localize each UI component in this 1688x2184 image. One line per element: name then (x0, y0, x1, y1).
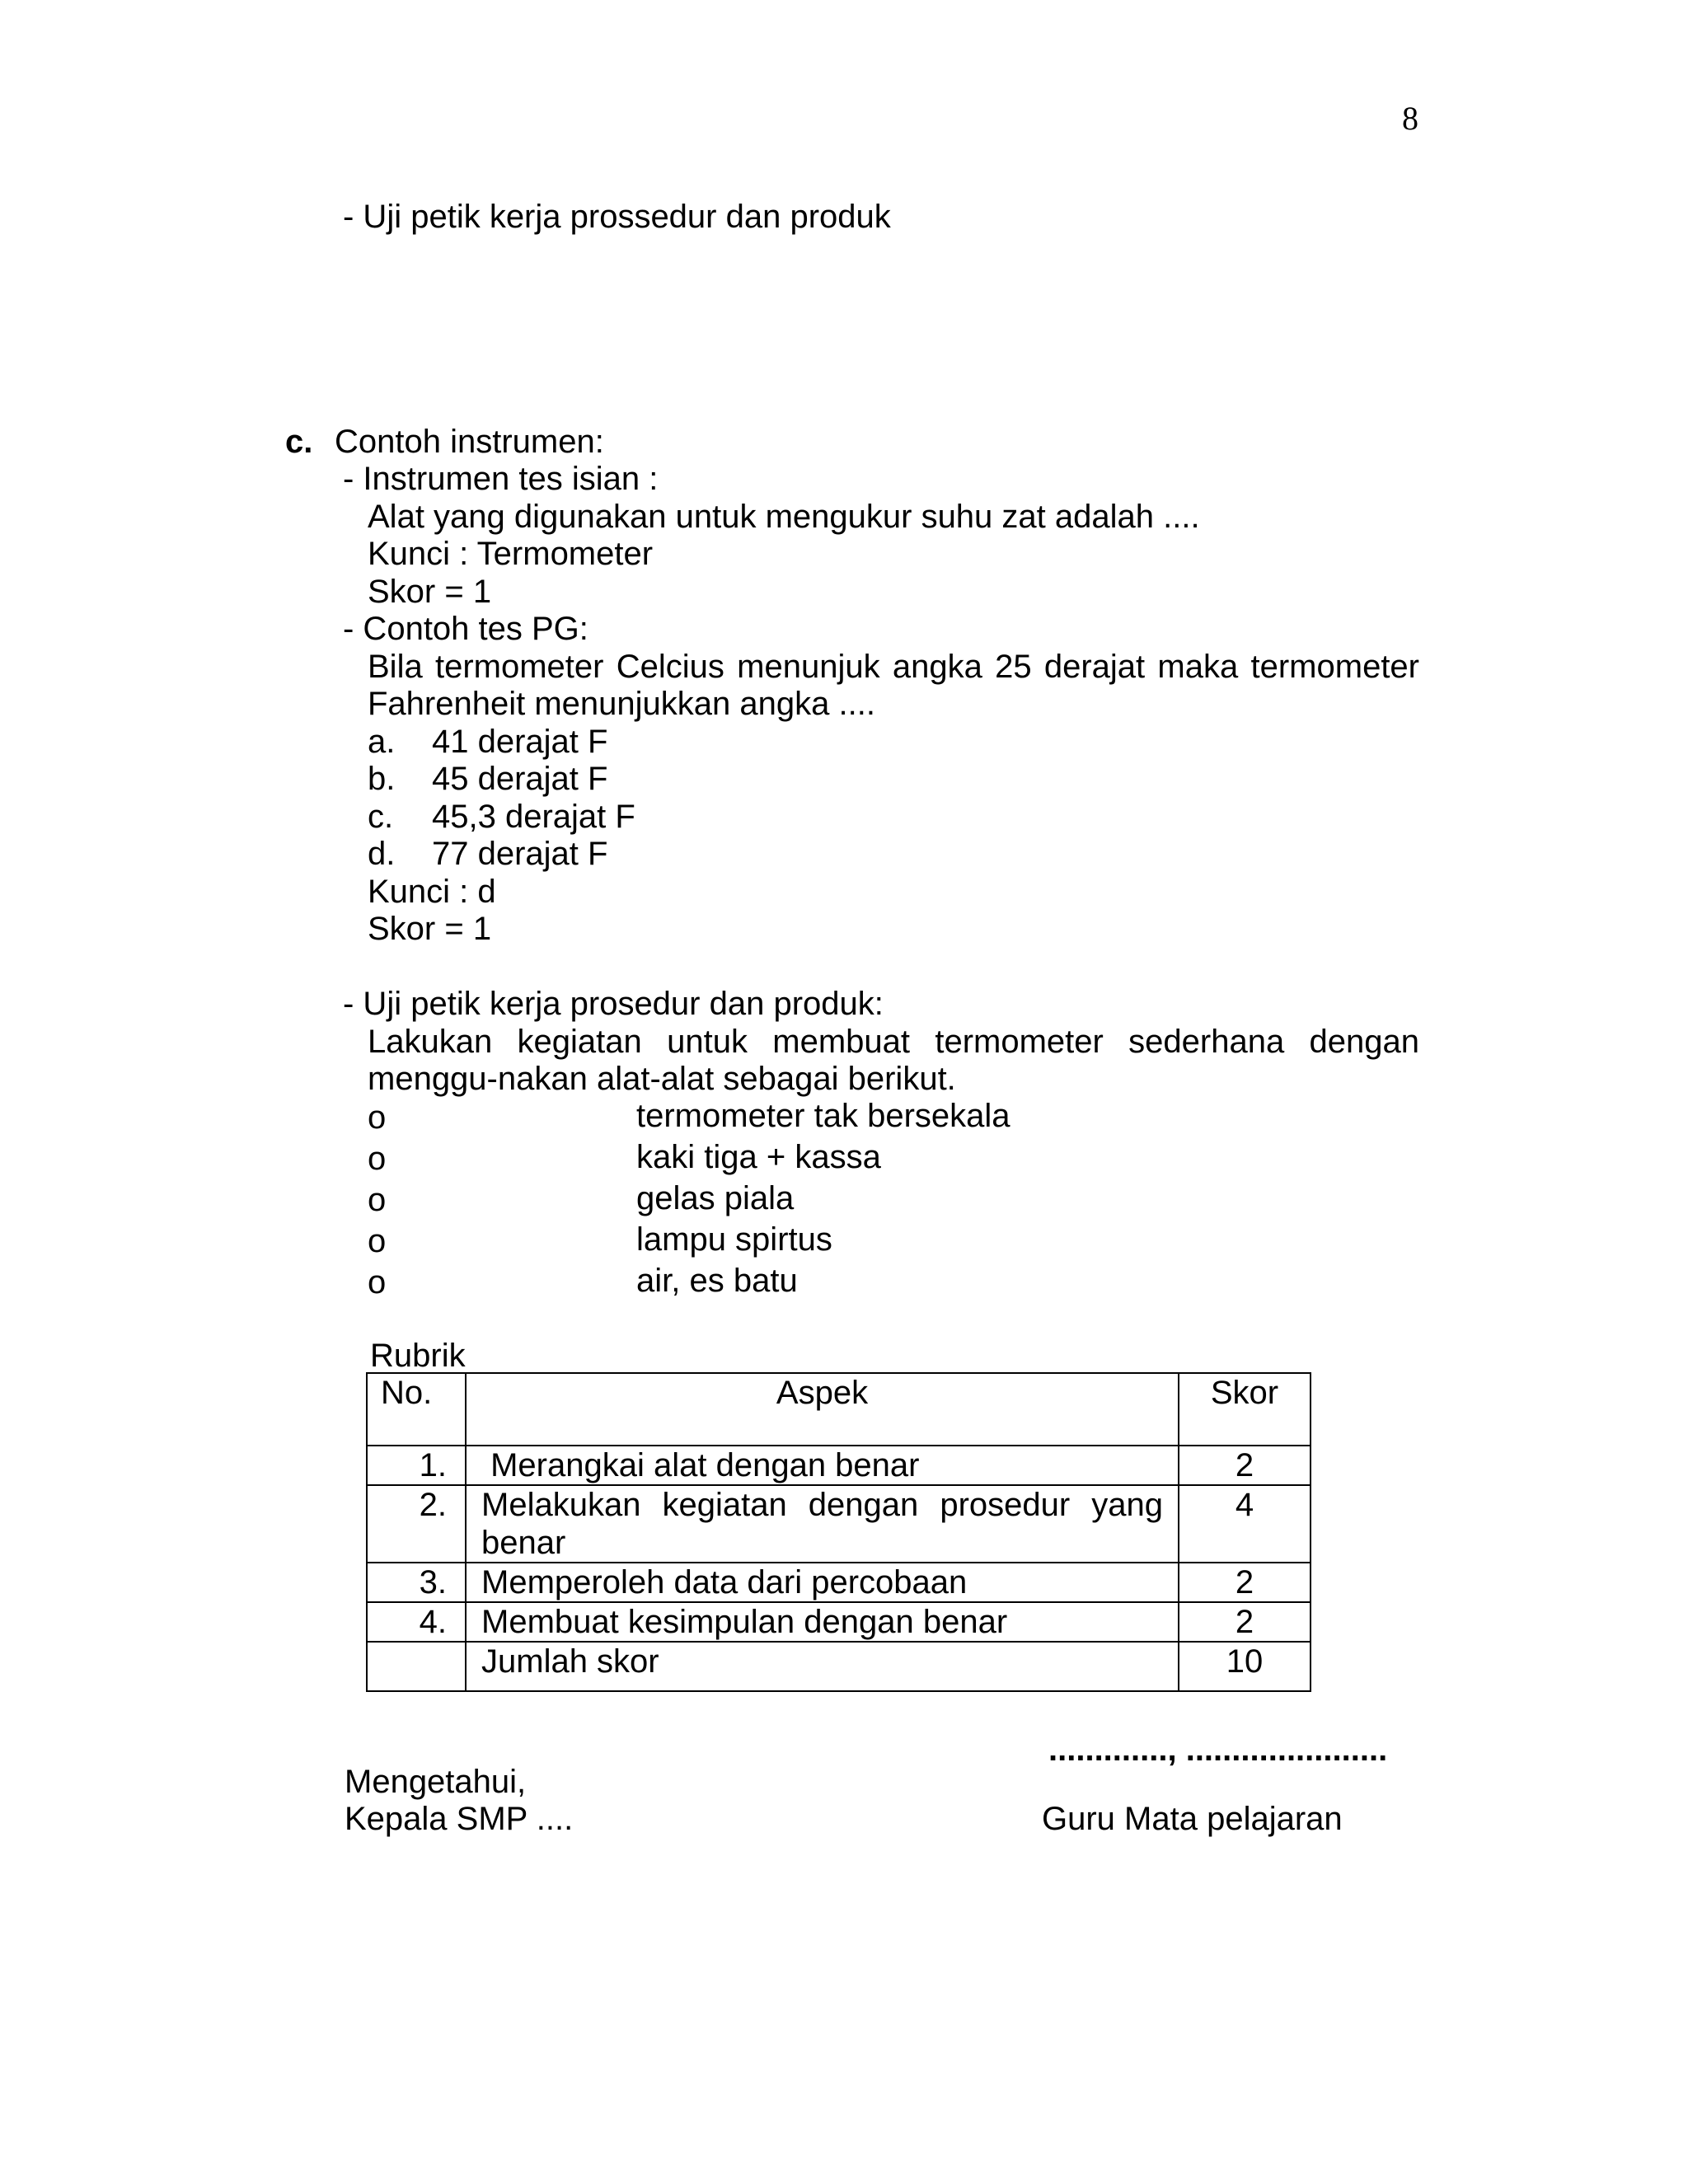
row-no (367, 1642, 466, 1691)
row-score: 2 (1179, 1602, 1311, 1642)
bullet-icon: o (368, 1099, 387, 1136)
table-row (367, 1485, 1311, 1563)
rubric-title: Rubrik (370, 1338, 466, 1374)
row-aspect: Merangkai alat dengan benar (466, 1446, 1179, 1485)
header-aspect: Aspek (466, 1373, 1179, 1446)
row-no: 3. (367, 1563, 466, 1602)
pg-option-letter: b. (368, 761, 396, 797)
row-aspect (466, 1485, 1179, 1563)
pg-heading: - Contoh tes PG: (343, 611, 588, 647)
uji-petik-heading: - Uji petik kerja prosedur dan produk: (343, 986, 884, 1022)
equipment-item: termometer tak bersekala (636, 1098, 1010, 1134)
isian-heading: - Instrumen tes isian : (343, 461, 659, 497)
row-no: 2. (367, 1485, 466, 1563)
pg-question-line1: Bila termometer Celcius menunjuk angka 25 derajat maka termometer (368, 649, 1419, 685)
row-score: 2 (1179, 1446, 1311, 1485)
section-title: Contoh instrumen: (335, 424, 604, 460)
bullet-icon: o (368, 1264, 387, 1301)
bullet-icon: o (368, 1141, 387, 1177)
bullet-icon: o (368, 1182, 387, 1218)
rubric-table (366, 1372, 1311, 1692)
pg-question-line2: Fahrenheit menunjukkan angka .... (368, 686, 875, 722)
row-aspect: Jumlah skor (466, 1642, 1179, 1691)
header-no: No. (367, 1373, 466, 1446)
row-aspect: Membuat kesimpulan dengan benar (466, 1602, 1179, 1642)
section-marker: c. (285, 424, 313, 460)
row-score: 4 (1179, 1485, 1311, 1563)
row-no: 4. (367, 1602, 466, 1642)
header-score: Skor (1179, 1373, 1311, 1446)
pg-score: Skor = 1 (368, 911, 492, 947)
row-aspect-line2: benar (481, 1525, 566, 1561)
table-total-row (367, 1642, 1311, 1691)
uji-petik-instruction-line1: Lakukan kegiatan untuk membuat termometer sederhana dengan (368, 1024, 1419, 1060)
table-row (367, 1602, 1311, 1642)
row-aspect: Memperoleh data dari percobaan (466, 1563, 1179, 1602)
equipment-item: gelas piala (636, 1180, 795, 1216)
pg-option-text: 41 derajat F (432, 724, 608, 760)
equipment-item: kaki tiga + kassa (636, 1139, 881, 1175)
table-row (367, 1563, 1311, 1602)
pg-option-letter: d. (368, 836, 396, 872)
table-row (367, 1446, 1311, 1485)
signature-left-line2: Kepala SMP .... (345, 1801, 574, 1837)
uji-petik-instruction-line2: menggu-nakan alat-alat sebagai berikut. (368, 1061, 956, 1097)
pg-option-text: 77 derajat F (432, 836, 608, 872)
row-no: 1. (367, 1446, 466, 1485)
pg-option-text: 45 derajat F (432, 761, 608, 797)
row-score: 10 (1179, 1642, 1311, 1691)
pg-option-text: 45,3 derajat F (432, 799, 635, 835)
bullet-icon: o (368, 1223, 387, 1259)
place-date-line: ............., ...................... (1048, 1732, 1388, 1768)
pg-option-letter: c. (368, 799, 394, 835)
pg-option-letter: a. (368, 724, 396, 760)
pg-key: Kunci : d (368, 874, 496, 910)
page-number: 8 (1402, 100, 1418, 137)
isian-question: Alat yang digunakan untuk mengukur suhu zat adalah .... (368, 499, 1200, 535)
row-score: 2 (1179, 1563, 1311, 1602)
equipment-item: lampu spirtus (636, 1221, 832, 1258)
signature-right: Guru Mata pelajaran (1042, 1801, 1343, 1837)
signature-left-line1: Mengetahui, (345, 1764, 527, 1800)
row-aspect-line1: Melakukan kegiatan dengan prosedur yang (481, 1487, 1163, 1523)
isian-score: Skor = 1 (368, 574, 492, 610)
table-header-row (367, 1373, 1311, 1446)
equipment-item: air, es batu (636, 1263, 798, 1299)
isian-key: Kunci : Termometer (368, 536, 654, 572)
intro-line: - Uji petik kerja prossedur dan produk (343, 199, 891, 235)
